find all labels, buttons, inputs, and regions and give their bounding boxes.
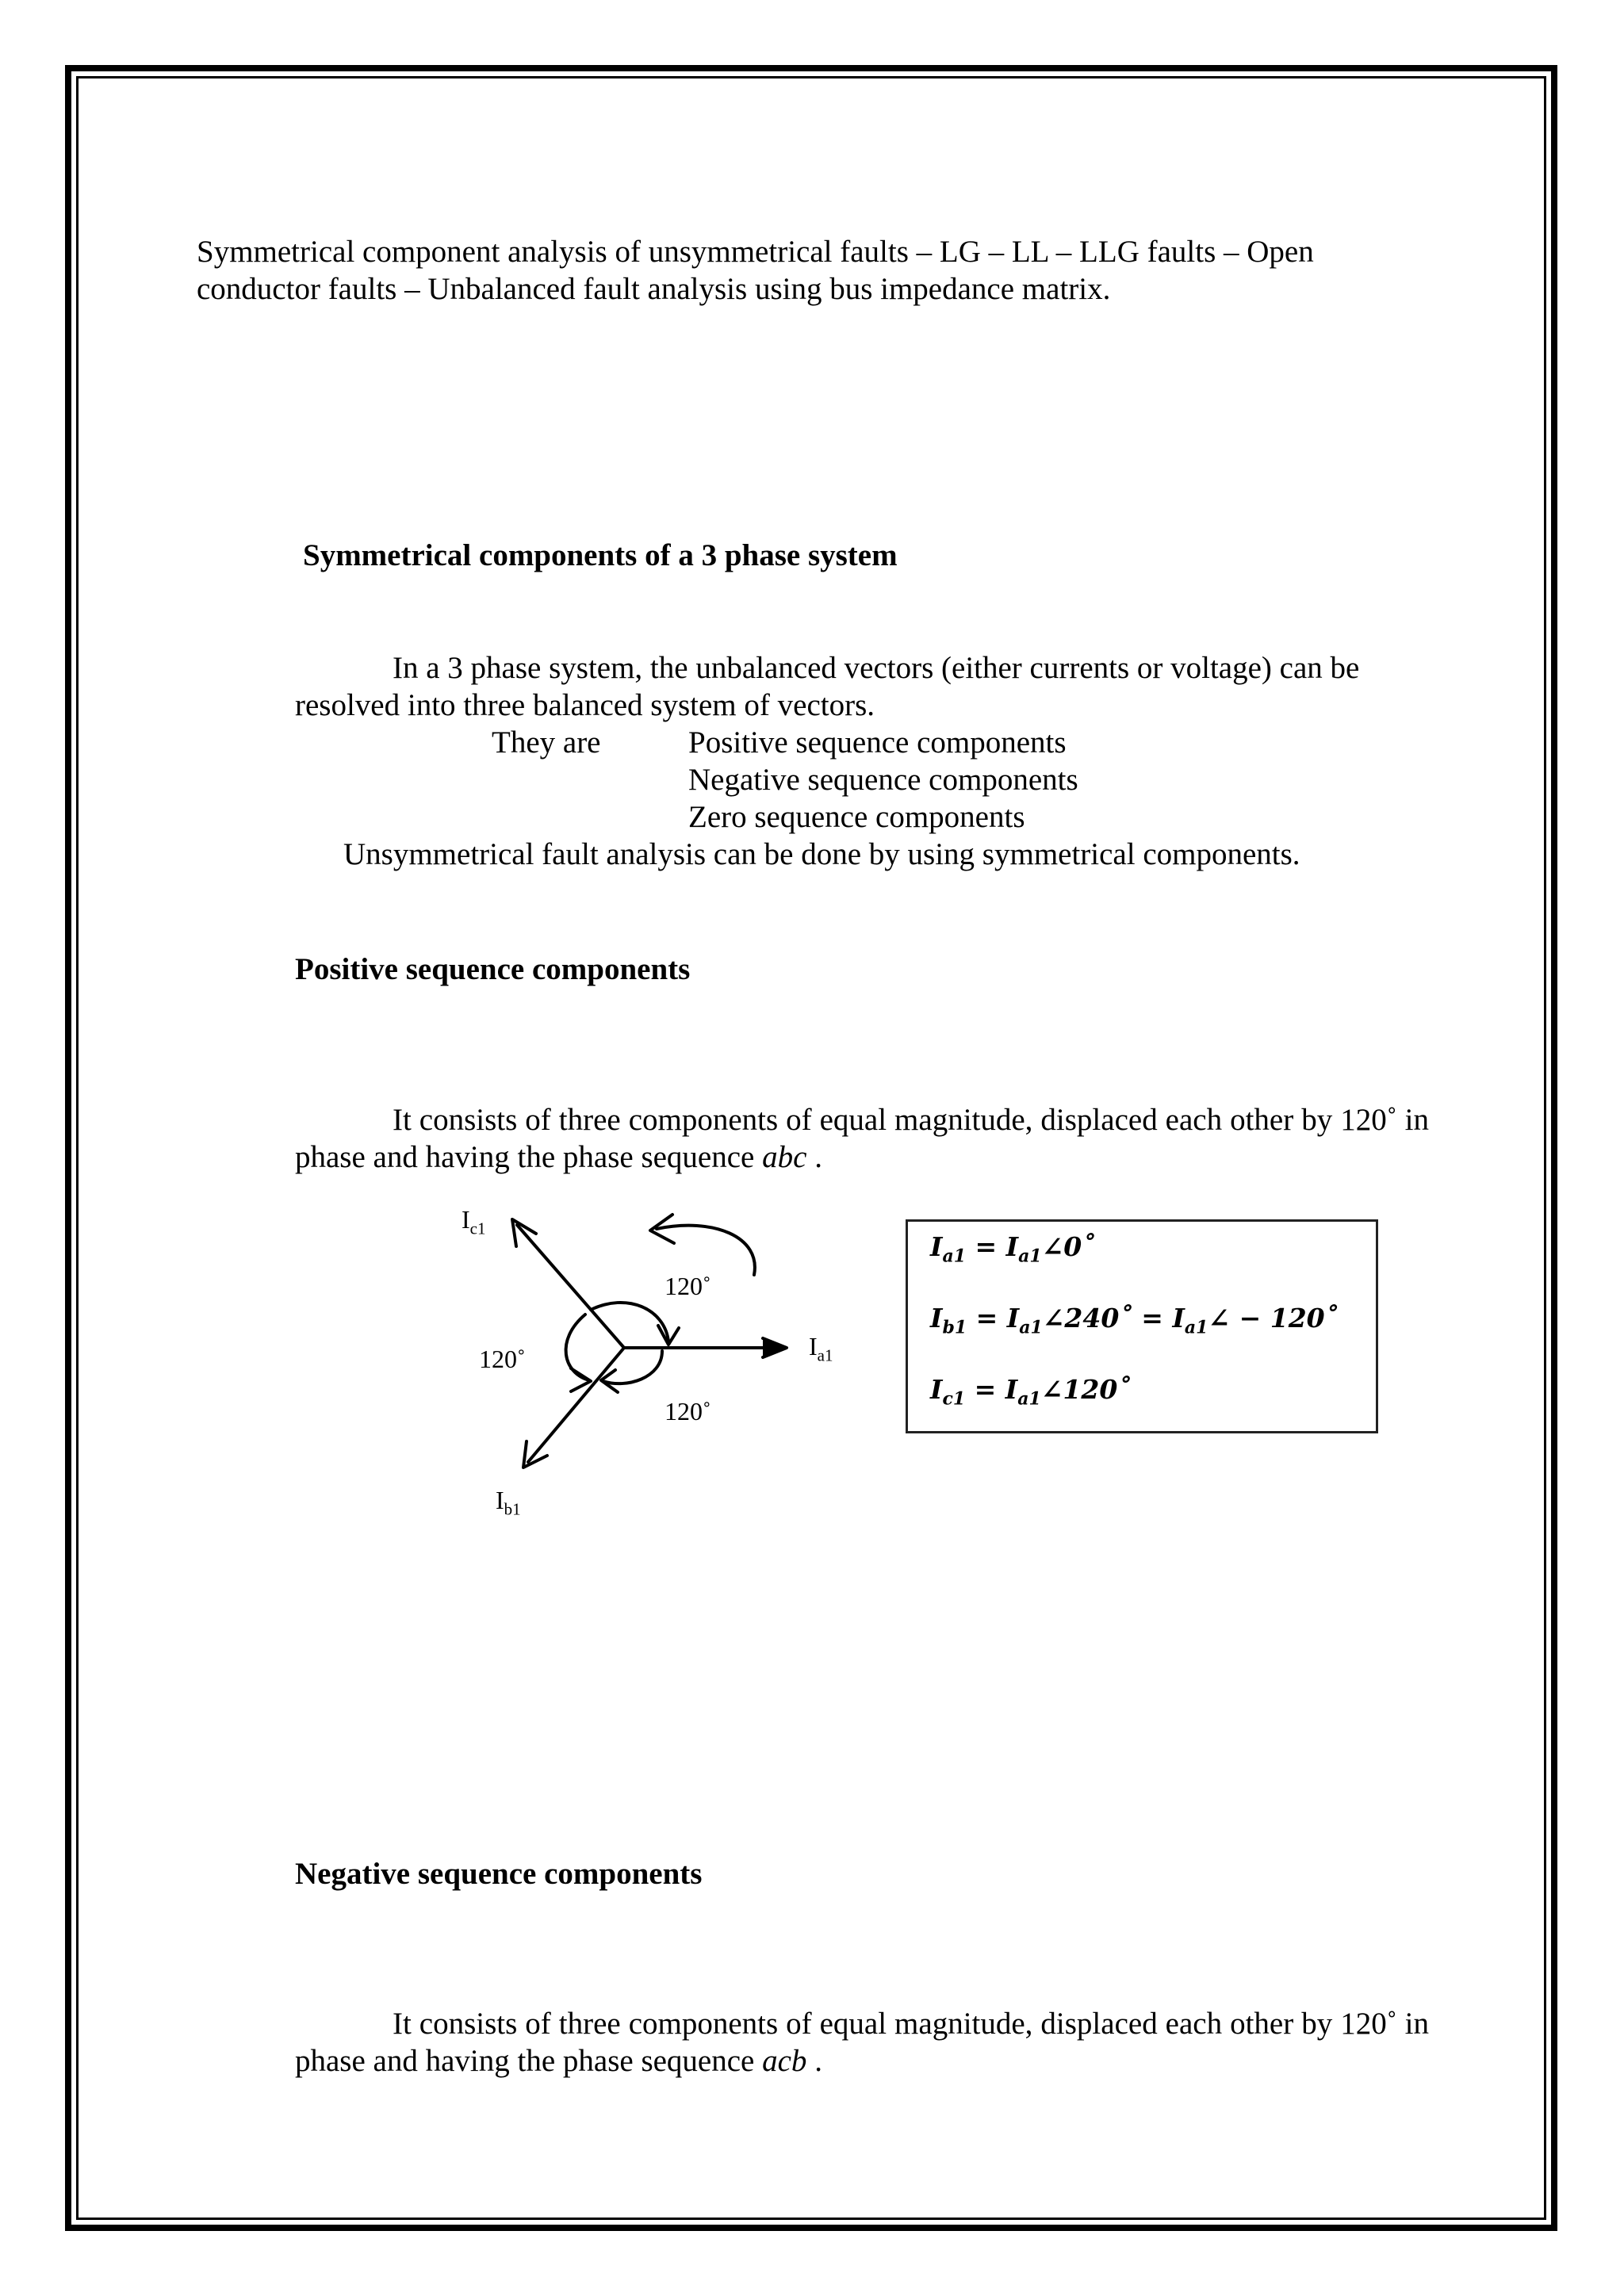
equation-ic1: $I_{c1}$ = $I_{a1}\angle 120˚$ <box>930 1374 1131 1410</box>
negative-sequence-acb: acb <box>762 2044 807 2078</box>
label-ic1: $I_{c1}$ <box>462 1205 486 1238</box>
component-zero: Zero sequence components <box>688 800 1025 834</box>
rotation-arc <box>657 1226 755 1275</box>
label-ia1: $I_{a1}$ <box>809 1332 833 1365</box>
label-ib1: $I_{b1}$ <box>496 1486 521 1519</box>
intro-line-2: conductor faults – Unbalanced fault analysis using bus impedance matrix. <box>197 272 1111 306</box>
angle-arc-left <box>566 1314 589 1380</box>
phasor-ia1-arrowhead <box>763 1338 787 1357</box>
angle-label-left: 120˚ <box>479 1345 526 1373</box>
section1-para-line-2: resolved into three balanced system of vectors. <box>295 688 875 722</box>
section1-conclusion: Unsymmetrical fault analysis can be done by using symmetrical components. <box>343 837 1300 871</box>
section-heading-symmetrical: Symmetrical components of a 3 phase system <box>303 538 898 572</box>
positive-paragraph: It consists of three components of equal magnitude, displaced each other by 120˚ in phase and having the phase sequence abc . <box>295 1103 1429 1174</box>
they-are-label: They are <box>492 725 601 760</box>
positive-sequence-abc: abc <box>762 1140 807 1174</box>
negative-paragraph: It consists of three components of equal magnitude, displaced each other by 120˚ in phase and having the phase sequence acb . <box>295 2007 1429 2078</box>
section1-para-line-1: In a 3 phase system, the unbalanced vectors (either currents or voltage) can be <box>393 651 1360 685</box>
section-heading-negative: Negative sequence components <box>295 1857 703 1891</box>
equation-ia1: $I_{a1}$ = $I_{a1}\angle 0˚$ <box>930 1231 1095 1267</box>
component-positive: Positive sequence components <box>688 725 1067 760</box>
equation-ib1: $I_{b1}$ = $I_{a1}\angle 240˚$ = $I_{a1}\angle$ − 120˚ <box>930 1303 1339 1338</box>
section-heading-positive: Positive sequence components <box>295 952 691 986</box>
positive-equation-box <box>906 1219 1378 1433</box>
angle-label-top: 120˚ <box>665 1272 711 1300</box>
phasor-ib1-line <box>528 1348 624 1462</box>
component-negative: Negative sequence components <box>688 763 1078 797</box>
angle-label-bottom: 120˚ <box>665 1397 711 1425</box>
angle-arc-left-arrow <box>571 1368 591 1391</box>
angle-arc-bottom <box>603 1351 662 1383</box>
intro-line-1: Symmetrical component analysis of unsymmetrical faults – LG – LL – LLG faults – Open <box>197 235 1314 269</box>
